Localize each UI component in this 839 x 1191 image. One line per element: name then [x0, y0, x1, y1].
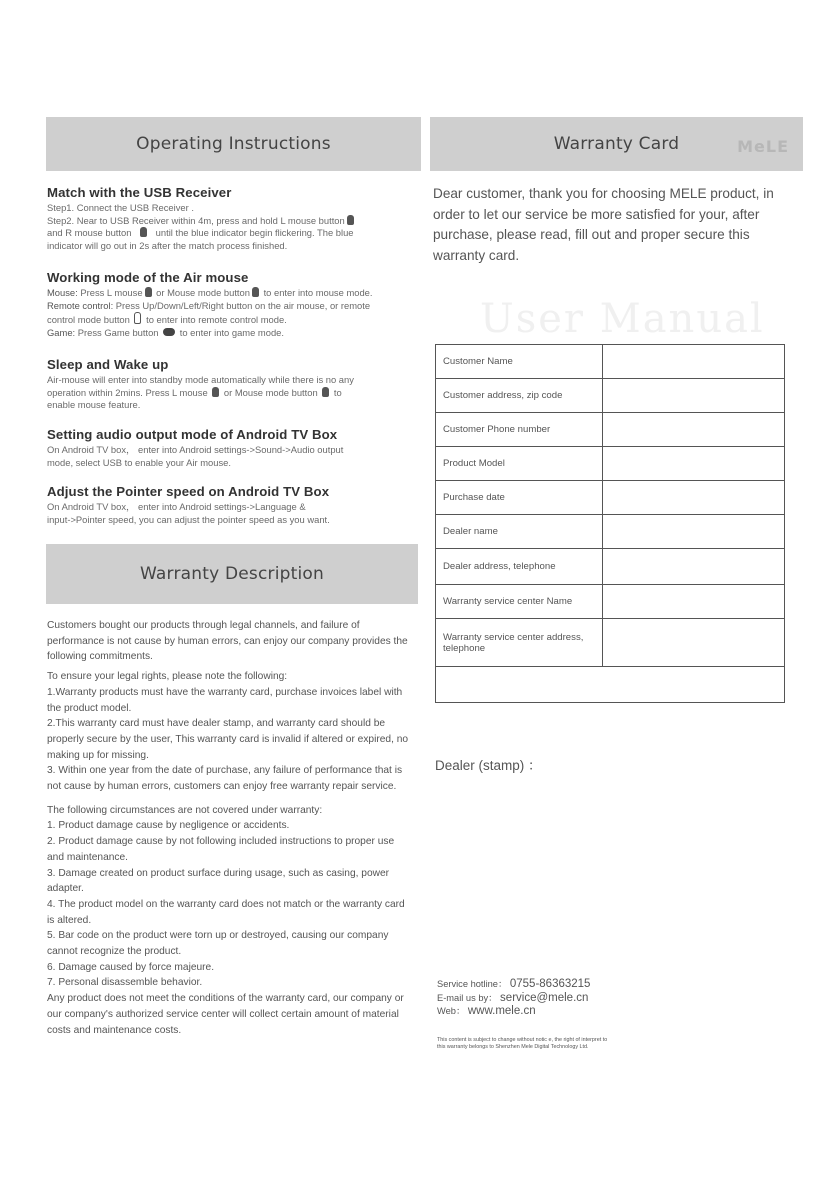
form-row	[436, 619, 785, 667]
mouse-button-icon	[140, 227, 147, 237]
operating-instructions-header: Operating Instructions	[46, 117, 421, 171]
section-usb-receiver	[47, 185, 417, 252]
exclusion-item: 7. Personal disassemble behavior.	[47, 977, 203, 989]
exclusion-item: 5. Bar code on the product were torn up or destroyed, causing our company cannot recognize the product.	[47, 930, 389, 958]
form-label: Customer Name	[436, 345, 603, 379]
form-field-product-model[interactable]	[603, 447, 785, 481]
section-air-mouse-modes	[47, 270, 417, 339]
form-field-dealer-name[interactable]	[603, 515, 785, 549]
mouse-button-icon	[145, 287, 152, 297]
dealer-stamp-label: Dealer (stamp) ：	[435, 758, 542, 773]
brand-watermark: MeLE	[737, 137, 789, 156]
exclusion-item: 3. Damage created on product surface during usage, such as casing, power adapter.	[47, 867, 390, 895]
user-manual-watermark: User Manual	[480, 296, 765, 342]
section-body: Mouse: Press L mouse or Mouse mode button to enter into mouse mode. Remote control: Press Up/Down/Left/Right button on the air mouse, or remote control mode button to enter into remote control mode. Game: Press Game button to enter into game mode.	[47, 287, 373, 338]
section-audio-output	[47, 427, 417, 469]
exclusion-item: 1. Product damage cause by negligence or accidents.	[47, 820, 290, 832]
section-sleep-wake	[47, 357, 417, 412]
email-row: E-mail us by： service@mele.cn	[437, 991, 589, 1004]
legal-right-item: 1.Warranty products must have the warranty card, purchase invoices label with the product model.	[47, 686, 403, 714]
form-field-purchase-date[interactable]	[603, 481, 785, 515]
form-field-customer-address[interactable]	[603, 379, 785, 413]
form-label: Warranty service center address, telephone	[436, 619, 603, 667]
warranty-description-body	[47, 618, 409, 1038]
legal-rights-lead: To ensure your legal rights, please note the following:	[47, 671, 288, 683]
form-label: Dealer name	[436, 515, 603, 549]
form-row	[436, 515, 785, 549]
mouse-mode-icon	[252, 287, 259, 297]
form-field-notes[interactable]	[436, 667, 785, 703]
form-label: Customer Phone number	[436, 413, 603, 447]
form-field-service-center-address[interactable]	[603, 619, 785, 667]
fineprint: This content is subject to change without notic e, the right of interpret to this warranty belongs to Shenzhen Mele Digital Technology Ltd.	[437, 1037, 608, 1050]
form-row	[436, 585, 785, 619]
form-row	[436, 481, 785, 515]
section-body: On Android TV box， enter into Android settings->Language & input->Pointer speed, you can adjust the pointer speed as you want.	[47, 501, 330, 525]
hotline-number[interactable]: 0755-86363215	[509, 978, 591, 990]
section-body: On Android TV box， enter into Android settings->Sound->Audio output mode, select USB to enable your Air mouse.	[47, 444, 344, 468]
form-row	[436, 345, 785, 379]
form-label: Warranty service center Name	[436, 585, 603, 619]
hotline-row: Service hotline： 0755-86363215	[437, 978, 591, 990]
mouse-button-icon	[212, 387, 219, 397]
warranty-card-header: Warranty Card MeLE	[430, 117, 803, 171]
section-body: Step1. Connect the USB Receiver . Step2. Near to USB Receiver within 4m, press and hold L mouse button and R mouse button until the blue indicator begin flickering. The blue indicator will go out in 2s after the match process finished.	[47, 202, 354, 251]
web-row: Web： www.mele.cn	[437, 1005, 536, 1017]
warranty-closing: Any product does not meet the conditions of the warranty card, our company or our company's authorized service center will collect certain amount of material costs and maintenance costs.	[47, 993, 404, 1036]
form-row	[436, 447, 785, 481]
section-title: Sleep and Wake up	[47, 357, 169, 372]
form-field-customer-phone[interactable]	[603, 413, 785, 447]
warranty-intro: Customers bought our products through legal channels, and failure of performance is not cause by human errors, can enjoy our company provides the following commitments.	[47, 620, 408, 663]
email-link[interactable]: service@mele.cn	[500, 991, 589, 1004]
remote-mode-icon	[134, 312, 141, 324]
form-label: Purchase date	[436, 481, 603, 515]
legal-right-item: 2.This warranty card must have dealer stamp, and warranty card should be properly secure by the user, This warranty card is invalid if altered or expired, no making up for missing.	[47, 718, 409, 761]
gamepad-icon	[163, 328, 175, 336]
section-title: Working mode of the Air mouse	[47, 270, 249, 285]
legal-right-item: 3. Within one year from the date of purchase, any failure of performance that is not cause by human errors, customers can enjoy free warranty repair service.	[47, 765, 403, 793]
form-label: Dealer address, telephone	[436, 549, 603, 585]
exclusions-lead: The following circumstances are not covered under warranty:	[47, 804, 323, 816]
form-row	[436, 667, 785, 703]
mouse-mode-icon	[322, 387, 329, 397]
form-label: Product Model	[436, 447, 603, 481]
form-field-service-center-name[interactable]	[603, 585, 785, 619]
web-link[interactable]: www.mele.cn	[467, 1005, 536, 1017]
form-row	[436, 379, 785, 413]
form-row	[436, 549, 785, 585]
exclusion-item: 4. The product model on the warranty card does not match or the warranty card is altered.	[47, 898, 405, 926]
form-field-customer-name[interactable]	[603, 345, 785, 379]
section-title: Adjust the Pointer speed on Android TV Box	[47, 484, 330, 499]
form-field-dealer-address[interactable]	[603, 549, 785, 585]
section-title: Setting audio output mode of Android TV Box	[47, 427, 338, 442]
warranty-description-header: Warranty Description	[46, 544, 418, 604]
form-label: Customer address, zip code	[436, 379, 603, 413]
form-row	[436, 413, 785, 447]
warranty-card-intro: Dear customer, thank you for choosing MELE product, in order to let our service be more satisfied for your, after purchase, please read, fill out and proper secure this warranty card.	[433, 186, 774, 263]
section-pointer-speed	[47, 484, 417, 526]
contact-info	[437, 978, 590, 1019]
exclusion-item: 2. Product damage cause by not following included instructions to proper use and maintenance.	[47, 836, 395, 863]
section-title: Match with the USB Receiver	[47, 185, 232, 200]
section-body: Air-mouse will enter into standby mode automatically while there is no any operation within 2mins. Press L mouse or Mouse mode button to enable mouse feature.	[47, 374, 354, 410]
warranty-card-form	[435, 344, 785, 703]
mouse-button-icon	[347, 215, 354, 225]
exclusion-item: 6. Damage caused by force majeure.	[47, 961, 215, 973]
